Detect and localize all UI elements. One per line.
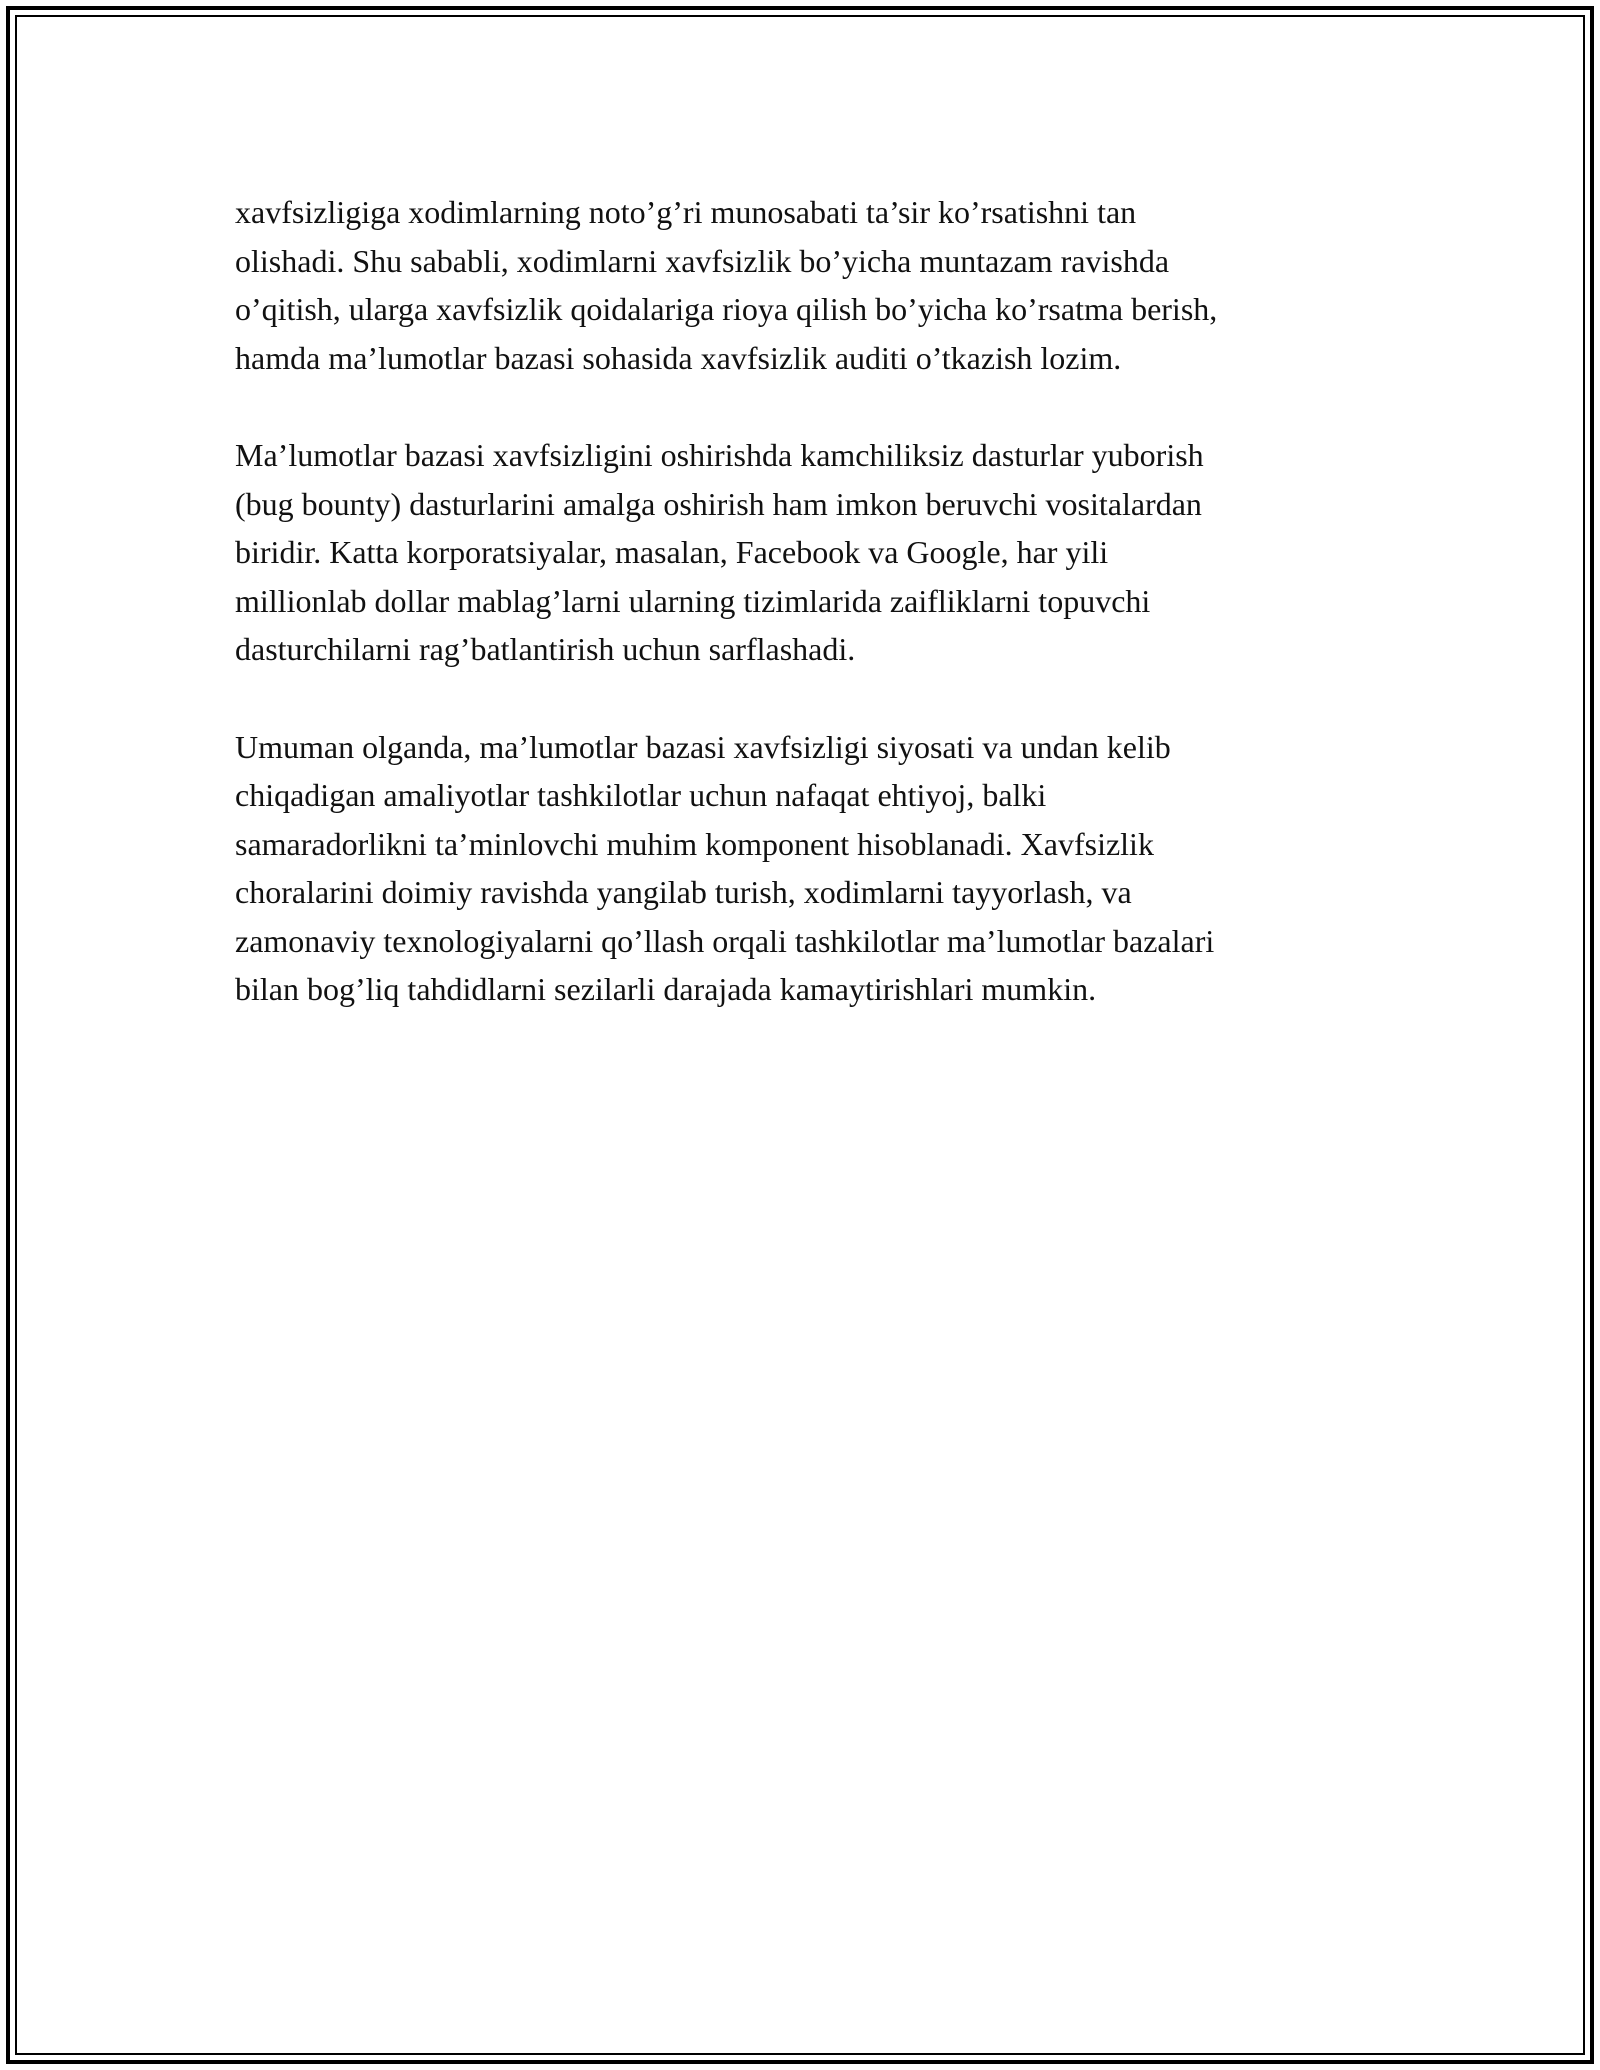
text-line: samaradorlikni ta’minlovchi muhim komponent hisoblanadi. Xavfsizlik bbox=[235, 825, 1154, 862]
text-line: millionlab dollar mablag’larni ularning tizimlarida zaifliklarni topuvchi bbox=[235, 582, 1151, 619]
text-line: xavfsizligiga xodimlarning noto’g’ri munosabati ta’sir ko’rsatishni tan bbox=[235, 194, 1137, 230]
paragraph-2 bbox=[235, 431, 1375, 674]
text-line: (bug bounty) dasturlarini amalga oshirish ham imkon beruvchi vositalardan bbox=[235, 485, 1202, 522]
text-line: dasturchilarni rag’batlantirish uchun sarflashadi. bbox=[235, 631, 856, 667]
text-line: biridir. Katta korporatsiyalar, masalan, Facebook va Google, har yili bbox=[235, 534, 1109, 570]
text-line: olishadi. Shu sababli, xodimlarni xavfsizlik bo’yicha muntazam ravishda bbox=[235, 242, 1170, 279]
text-line: hamda ma’lumotlar bazasi sohasida xavfsizlik auditi o’tkazish lozim. bbox=[235, 339, 1122, 376]
paragraph-1 bbox=[235, 188, 1375, 382]
text-line: bilan bog’liq tahdidlarni sezilarli darajada kamaytirishlari mumkin. bbox=[235, 971, 1097, 1007]
text-line: choralarini doimiy ravishda yangilab turish, xodimlarni tayyorlash, va bbox=[235, 874, 1132, 910]
text-line: o’qitish, ularga xavfsizlik qoidalariga rioya qilish bo’yicha ko’rsatma berish, bbox=[235, 291, 1218, 327]
text-line: zamonaviy texnologiyalarni qo’llash orqali tashkilotlar ma’lumotlar bazalari bbox=[235, 922, 1215, 959]
text-line: Umuman olganda, ma’lumotlar bazasi xavfsizligi siyosati va undan kelib bbox=[235, 728, 1171, 765]
document-body bbox=[235, 188, 1375, 1063]
paragraph-3 bbox=[235, 723, 1375, 1014]
text-line: chiqadigan amaliyotlar tashkilotlar uchun nafaqat ehtiyoj, balki bbox=[235, 777, 1047, 813]
text-line: Ma’lumotlar bazasi xavfsizligini oshirishda kamchiliksiz dasturlar yuborish bbox=[235, 437, 1204, 473]
